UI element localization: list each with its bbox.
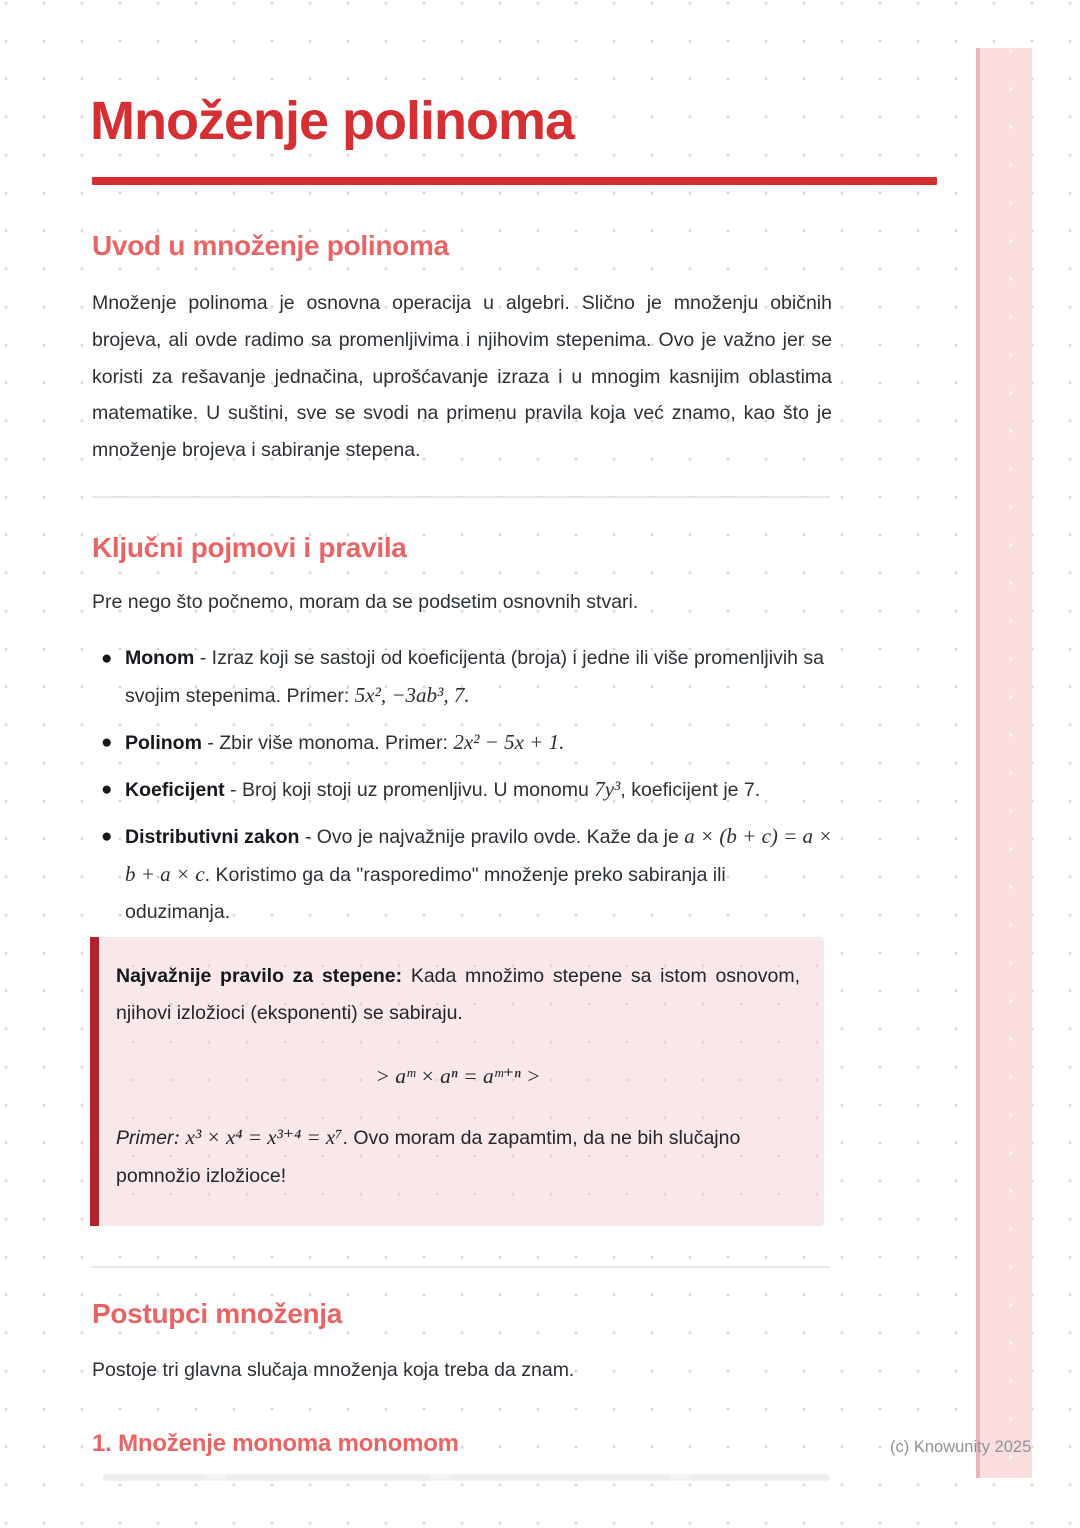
- term-description-cont: , koeficijent je 7.: [620, 779, 761, 801]
- callout-lead-label: Najvažnije pravilo za stepene:: [116, 965, 403, 987]
- term-label: Koeficijent: [125, 779, 225, 801]
- key-terms-list: [92, 640, 834, 940]
- list-item-polinom: [92, 724, 834, 762]
- title-underline-rule: [92, 177, 937, 185]
- callout-example: [116, 1118, 800, 1195]
- term-label: Monom: [125, 647, 195, 669]
- list-item-koeficijent: [92, 771, 834, 809]
- term-description: - Ovo je najvažnije pravilo ovde. Kaže da je: [299, 826, 685, 848]
- term-description: - Izraz koji se sastoji od koeficijenta (broja) i jedne ili više promenljivih sa svojim stepenima. Primer:: [125, 647, 825, 707]
- example-math: : x³ × x⁴ = x³⁺⁴ = x⁷: [173, 1125, 343, 1149]
- rule-callout-box: [90, 937, 824, 1226]
- page-title: Množenje polinoma: [90, 91, 575, 151]
- exponent-rule-formula: > aᵐ × aⁿ = aᵐ⁺ⁿ >: [375, 1064, 541, 1088]
- intro-paragraph: Množenje polinoma je osnovna operacija u algebri. Slično je množenju običnih brojeva, ali ovde radimo sa promenljivima i njihovim stepenima. Ovo je važno jer se koristi za rešavanje jednačina, uprošćavanje izraza i u mnogim kasnijim oblastima matematike. U suštini, sve se svodi na primenu pravila koja već znamo, kao što je množenje brojeva i sabiranje stepena.: [92, 292, 832, 462]
- bullet-icon: ●: [101, 826, 113, 847]
- subsection-heading-monom-monomom: 1. Množenje monoma monomom: [92, 1430, 459, 1457]
- inline-math: 7y³: [594, 777, 621, 801]
- section-divider: [92, 496, 830, 498]
- callout-lead-text: Kada množimo stepene sa istom osnovom, njihovi izložioci (eksponenti) se sabiraju.: [116, 965, 800, 1024]
- bullet-icon: ●: [101, 648, 113, 669]
- callout-text: [116, 958, 800, 1032]
- bullet-icon: ●: [101, 779, 113, 800]
- term-label: Polinom: [125, 732, 202, 754]
- inline-math: 2x² − 5x + 1.: [453, 730, 565, 754]
- procedures-lead: Postoje tri glavna slučaja množenja koja treba da znam.: [92, 1359, 575, 1381]
- inline-math: a × (b + c) = a × b + a × c: [125, 824, 833, 886]
- clipped-next-line: [103, 1474, 829, 1481]
- section-heading-key-terms: Ključni pojmovi i pravila: [92, 532, 407, 563]
- list-item-distributivni-zakon: [92, 818, 834, 931]
- term-description-cont: . Koristimo ga da "rasporedimo" množenje preko sabiranja ili oduzimanja.: [125, 864, 726, 923]
- example-text: . Ovo moram da zapamtim, da ne bih slučajno pomnožio izložioce!: [116, 1127, 741, 1187]
- key-terms-lead: Pre nego što počnemo, moram da se podsetim osnovnih stvari.: [92, 591, 639, 613]
- list-item-monom: [92, 640, 834, 715]
- copyright-note: (c) Knowunity 2025: [890, 1438, 1032, 1456]
- page-edge-strip: [976, 48, 1032, 1478]
- section-divider: [92, 1266, 830, 1268]
- term-description: - Zbir više monoma. Primer:: [201, 732, 454, 754]
- example-label: Primer: [116, 1127, 174, 1149]
- bullet-icon: ●: [101, 732, 113, 753]
- section-heading-procedures: Postupci množenja: [92, 1298, 343, 1329]
- section-heading-intro: Uvod u množenje polinoma: [92, 230, 449, 261]
- term-description: - Broj koji stoji uz promenljivu. U monomu: [224, 779, 595, 801]
- term-label: Distributivni zakon: [125, 826, 300, 848]
- inline-math: 5x², −3ab³, 7.: [354, 683, 470, 707]
